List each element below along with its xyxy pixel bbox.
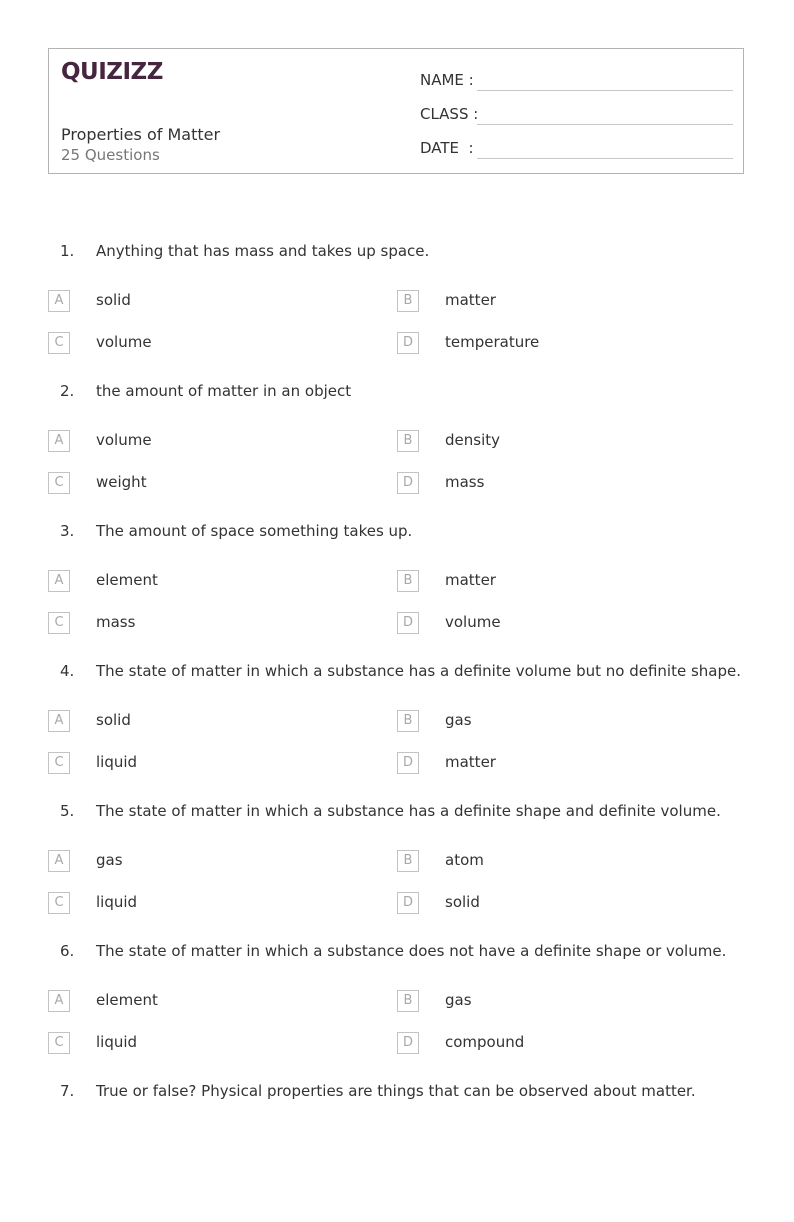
- option-letter-box[interactable]: B: [397, 430, 419, 452]
- date-field[interactable]: [420, 137, 733, 159]
- option-letter-box[interactable]: B: [397, 990, 419, 1012]
- question-number: 5.: [60, 802, 75, 820]
- option-text: solid: [445, 893, 480, 911]
- question-number: 2.: [60, 382, 75, 400]
- option-text: atom: [445, 851, 484, 869]
- worksheet-header: [48, 48, 744, 174]
- option-text: matter: [445, 571, 496, 589]
- option-text: density: [445, 431, 500, 449]
- option-letter-box[interactable]: B: [397, 570, 419, 592]
- option-letter-box[interactable]: A: [48, 290, 70, 312]
- option-letter-box[interactable]: C: [48, 472, 70, 494]
- option-text: matter: [445, 753, 496, 771]
- question-number: 4.: [60, 662, 75, 680]
- option-text: element: [96, 571, 158, 589]
- option-text: gas: [445, 991, 472, 1009]
- question-text: The amount of space something takes up.: [96, 522, 413, 540]
- question-block: [0, 522, 794, 662]
- question-number: 1.: [60, 242, 75, 260]
- option-text: gas: [445, 711, 472, 729]
- question-block: [0, 1082, 794, 1222]
- question-count: 25 Questions: [61, 146, 160, 164]
- option-text: volume: [96, 333, 152, 351]
- option-letter-box[interactable]: A: [48, 990, 70, 1012]
- name-field[interactable]: [420, 69, 733, 91]
- question-block: [0, 662, 794, 802]
- option-text: mass: [445, 473, 485, 491]
- question-text: True or false? Physical properties are things that can be observed about matter.: [96, 1082, 696, 1100]
- option-letter-box[interactable]: A: [48, 430, 70, 452]
- question-block: [0, 382, 794, 522]
- question-number: 3.: [60, 522, 75, 540]
- question-text: The state of matter in which a substance has a definite volume but no definite shape.: [96, 662, 741, 680]
- option-text: volume: [96, 431, 152, 449]
- option-letter-box[interactable]: D: [397, 892, 419, 914]
- question-block: [0, 242, 794, 382]
- quizizz-logo: QUIZIZZ: [61, 59, 163, 85]
- option-letter-box[interactable]: C: [48, 332, 70, 354]
- option-letter-box[interactable]: A: [48, 710, 70, 732]
- question-text: Anything that has mass and takes up space.: [96, 242, 430, 260]
- option-letter-box[interactable]: C: [48, 892, 70, 914]
- option-letter-box[interactable]: D: [397, 752, 419, 774]
- class-field[interactable]: [420, 103, 733, 125]
- date-label: DATE :: [420, 139, 474, 157]
- option-letter-box[interactable]: B: [397, 290, 419, 312]
- question-block: [0, 942, 794, 1082]
- option-text: matter: [445, 291, 496, 309]
- option-text: liquid: [96, 893, 138, 911]
- option-letter-box[interactable]: A: [48, 570, 70, 592]
- option-letter-box[interactable]: C: [48, 1032, 70, 1054]
- option-text: element: [96, 991, 158, 1009]
- option-letter-box[interactable]: B: [397, 710, 419, 732]
- option-text: liquid: [96, 1033, 138, 1051]
- option-text: solid: [96, 711, 131, 729]
- option-text: mass: [96, 613, 136, 631]
- option-letter-box[interactable]: A: [48, 850, 70, 872]
- option-letter-box[interactable]: C: [48, 752, 70, 774]
- question-number: 7.: [60, 1082, 75, 1100]
- option-letter-box[interactable]: C: [48, 612, 70, 634]
- option-text: liquid: [96, 753, 138, 771]
- option-letter-box[interactable]: B: [397, 850, 419, 872]
- option-letter-box[interactable]: D: [397, 1032, 419, 1054]
- option-letter-box[interactable]: D: [397, 612, 419, 634]
- option-text: solid: [96, 291, 131, 309]
- option-text: compound: [445, 1033, 525, 1051]
- name-line: [477, 90, 733, 91]
- worksheet-title: Properties of Matter: [61, 125, 221, 144]
- name-label: NAME :: [420, 71, 474, 89]
- question-number: 6.: [60, 942, 75, 960]
- option-text: gas: [96, 851, 123, 869]
- class-label: CLASS :: [420, 105, 479, 123]
- option-text: temperature: [445, 333, 540, 351]
- question-text: The state of matter in which a substance does not have a definite shape or volume.: [96, 942, 727, 960]
- option-letter-box[interactable]: D: [397, 332, 419, 354]
- class-line: [477, 124, 733, 125]
- question-text: The state of matter in which a substance has a definite shape and definite volume.: [96, 802, 721, 820]
- date-line: [477, 158, 733, 159]
- question-block: [0, 802, 794, 942]
- option-letter-box[interactable]: D: [397, 472, 419, 494]
- question-text: the amount of matter in an object: [96, 382, 352, 400]
- option-text: weight: [96, 473, 147, 491]
- option-text: volume: [445, 613, 501, 631]
